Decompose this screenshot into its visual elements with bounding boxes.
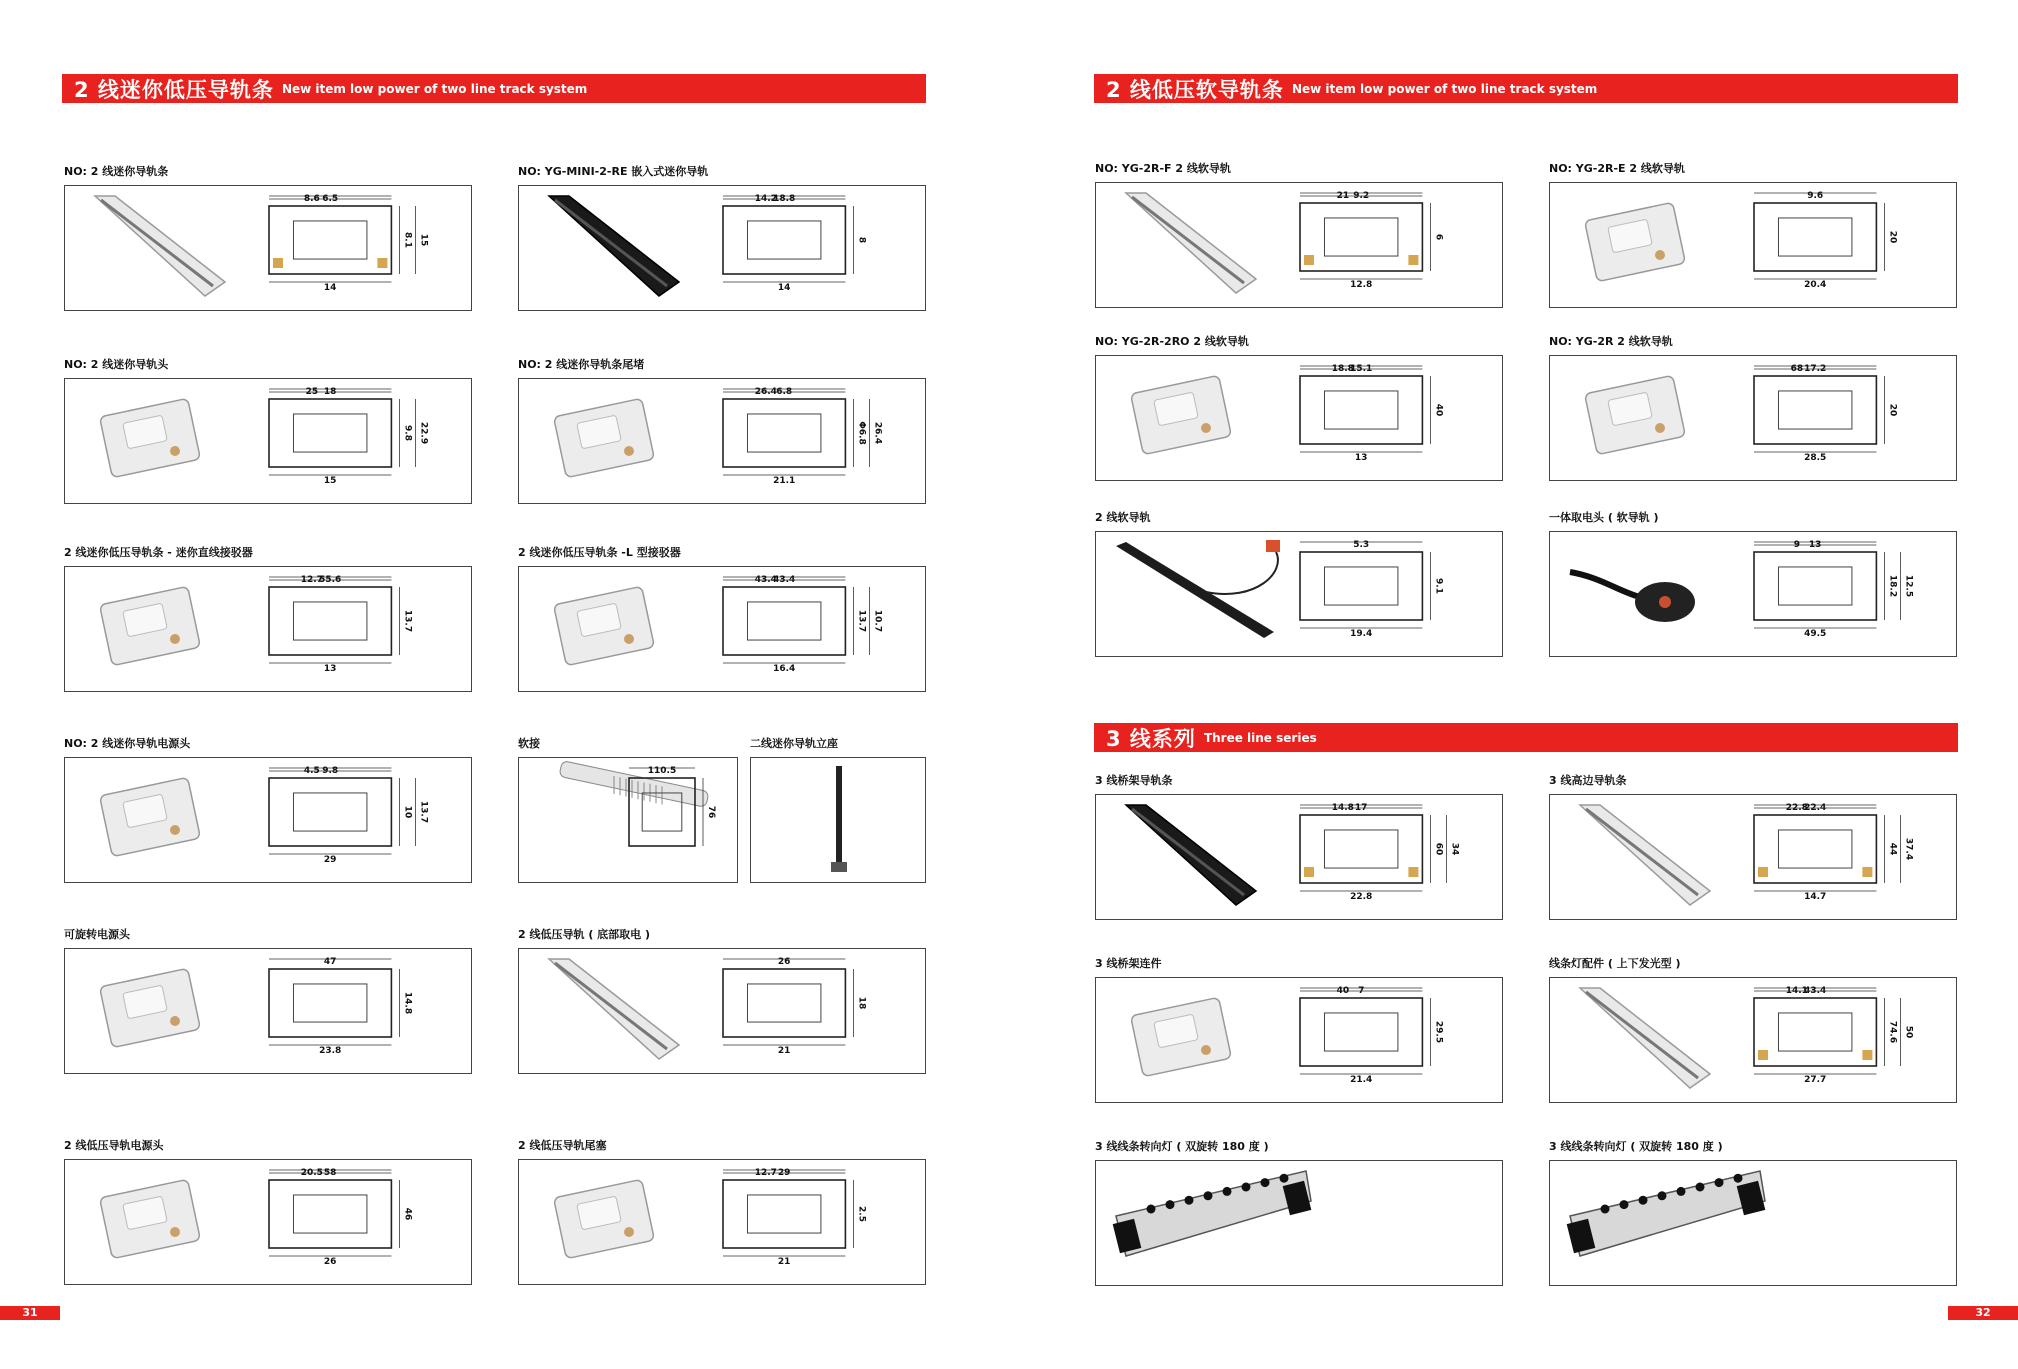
technical-drawing bbox=[269, 957, 412, 1056]
dimension-label: 14 bbox=[323, 283, 337, 293]
product-photo bbox=[1580, 988, 1710, 1088]
product-photo bbox=[554, 398, 655, 477]
dimension-label: 40 bbox=[1336, 986, 1350, 996]
product-label: 2 线迷你低压导轨条 -L 型接驳器 bbox=[518, 546, 681, 559]
technical-drawing bbox=[1300, 986, 1443, 1085]
dimension-label: 18.8 bbox=[1331, 364, 1354, 374]
product-card bbox=[64, 378, 472, 504]
dimension-label: 22.9 bbox=[418, 421, 429, 445]
dimension-label: 21 bbox=[1336, 191, 1350, 201]
technical-drawing bbox=[1300, 191, 1443, 290]
product-card bbox=[1549, 531, 1957, 657]
dimension-label: 13.7 bbox=[402, 609, 413, 633]
dimension-label: 8.1 bbox=[402, 232, 413, 248]
product-label: 3 线线条转向灯 ( 双旋转 180 度 ) bbox=[1549, 1140, 1723, 1153]
product-photo bbox=[100, 586, 201, 665]
product-card bbox=[64, 185, 472, 311]
dimension-label: 21.4 bbox=[1350, 1075, 1373, 1085]
dimension-label: 14.1 bbox=[1785, 986, 1808, 996]
dimension-label: 13.7 bbox=[856, 609, 867, 633]
technical-drawing bbox=[1754, 540, 1913, 639]
dimension-label: 19.4 bbox=[1350, 629, 1373, 639]
product-card bbox=[518, 566, 926, 692]
product-label: 软接 bbox=[518, 737, 540, 750]
dimension-label: 12.8 bbox=[1350, 280, 1373, 290]
technical-drawing bbox=[723, 1168, 866, 1267]
technical-drawing bbox=[629, 766, 716, 846]
dimension-label: 43.4 bbox=[754, 575, 777, 585]
dimension-label: 18.8 bbox=[773, 194, 796, 204]
dimension-label: 27.7 bbox=[1804, 1075, 1827, 1085]
banner-title-en: Three line series bbox=[1203, 730, 1317, 745]
dimension-label: 8.6 bbox=[303, 194, 320, 204]
dimension-label: 9.8 bbox=[402, 425, 413, 441]
product-photo bbox=[1126, 805, 1256, 905]
product-card bbox=[64, 566, 472, 692]
product-photo bbox=[1116, 540, 1280, 638]
product-photo bbox=[100, 1179, 201, 1258]
product-photo bbox=[554, 1179, 655, 1258]
dimension-label: 6.5 bbox=[322, 194, 339, 204]
product-photo bbox=[549, 196, 679, 296]
dimension-label: 16.4 bbox=[773, 664, 796, 674]
product-label: NO: YG-2R 2 线软导轨 bbox=[1549, 335, 1673, 348]
product-card bbox=[1549, 977, 1957, 1103]
dimension-label: 21 bbox=[777, 1046, 791, 1056]
technical-drawing bbox=[1300, 803, 1459, 902]
product-card bbox=[518, 378, 926, 504]
dimension-label: 68 bbox=[1790, 364, 1804, 374]
dimension-label: 8 bbox=[856, 236, 867, 244]
dimension-label: 6 bbox=[1433, 233, 1444, 241]
technical-drawing bbox=[1754, 986, 1913, 1085]
dimension-label: 40 bbox=[1433, 403, 1444, 417]
dimension-label: 25 bbox=[305, 387, 319, 397]
dimension-label: 20.5 bbox=[300, 1168, 323, 1178]
dimension-label: 12.7 bbox=[300, 575, 323, 585]
dimension-label: 55.6 bbox=[319, 575, 342, 585]
product-card bbox=[1549, 182, 1957, 308]
product-label: NO: YG-2R-E 2 线软导轨 bbox=[1549, 162, 1685, 175]
dimension-label: 20 bbox=[1887, 403, 1898, 417]
product-card bbox=[1095, 1160, 1503, 1286]
dimension-label: 29 bbox=[323, 855, 337, 865]
technical-drawing bbox=[723, 957, 866, 1056]
product-card bbox=[64, 757, 472, 883]
dimension-label: 6.8 bbox=[776, 387, 793, 397]
banner-title-zh: 2 线低压软导轨条 bbox=[1106, 77, 1284, 102]
dimension-label: 47 bbox=[323, 957, 337, 967]
product-label: 线条灯配件 ( 上下发光型 ) bbox=[1549, 957, 1681, 970]
product-photo bbox=[1580, 805, 1710, 905]
dimension-label: 20 bbox=[1887, 230, 1898, 244]
dimension-label: 26.4 bbox=[754, 387, 777, 397]
product-label: 2 线低压导轨尾塞 bbox=[518, 1139, 607, 1152]
product-label: NO: YG-2R-F 2 线软导轨 bbox=[1095, 162, 1231, 175]
dimension-label: 29 bbox=[777, 1168, 791, 1178]
dimension-label: 22.4 bbox=[1804, 803, 1827, 813]
dimension-label: 13 bbox=[1354, 453, 1368, 463]
dimension-label: 43.4 bbox=[773, 575, 796, 585]
technical-drawing bbox=[269, 194, 428, 293]
dimension-label: 18.2 bbox=[1887, 574, 1898, 598]
product-photo bbox=[1126, 193, 1256, 293]
dimension-label: 12.7 bbox=[754, 1168, 777, 1178]
technical-drawing bbox=[1754, 364, 1897, 463]
product-photo bbox=[1131, 997, 1232, 1076]
banner-title-en: New item low power of two line track system bbox=[1291, 81, 1598, 96]
technical-drawing bbox=[269, 1168, 412, 1267]
product-card bbox=[1095, 794, 1503, 920]
product-card bbox=[518, 757, 738, 883]
dimension-label: 9.2 bbox=[1353, 191, 1370, 201]
technical-drawing bbox=[269, 575, 412, 674]
dimension-label: 9 bbox=[1793, 540, 1800, 550]
product-card bbox=[64, 948, 472, 1074]
product-label: 一体取电头 ( 软导轨 ) bbox=[1549, 511, 1659, 524]
dimension-label: 110.5 bbox=[647, 766, 677, 776]
dimension-label: 18 bbox=[856, 996, 867, 1010]
product-photo bbox=[100, 398, 201, 477]
dimension-label: 26.4 bbox=[872, 421, 883, 445]
dimension-label: 14.7 bbox=[1804, 892, 1827, 902]
dimension-label: 26 bbox=[777, 957, 791, 967]
dimension-label: 12.5 bbox=[1903, 574, 1914, 598]
dimension-label: 5.3 bbox=[1353, 540, 1370, 550]
dimension-label: 9.8 bbox=[322, 766, 339, 776]
dimension-label: 14.8 bbox=[402, 991, 413, 1015]
dimension-label: 74.6 bbox=[1887, 1020, 1898, 1044]
dimension-label: 14 bbox=[777, 283, 791, 293]
product-label: NO: 2 线迷你导轨条尾堵 bbox=[518, 358, 645, 371]
dimension-label: 14.2 bbox=[754, 194, 777, 204]
product-label: 2 线低压导轨电源头 bbox=[64, 1139, 164, 1152]
product-label: 可旋转电源头 bbox=[64, 928, 130, 941]
product-label: 3 线桥架连件 bbox=[1095, 957, 1162, 970]
technical-drawing bbox=[1754, 803, 1913, 902]
product-label: NO: 2 线迷你导轨条 bbox=[64, 165, 169, 178]
product-photo bbox=[831, 766, 847, 872]
section-banner-three-line bbox=[1094, 723, 1958, 752]
product-label: 二线迷你导轨立座 bbox=[750, 737, 838, 750]
dimension-label: 44 bbox=[1887, 842, 1898, 856]
dimension-label: 15.1 bbox=[1350, 364, 1373, 374]
dimension-label: 58 bbox=[323, 1168, 337, 1178]
product-photo bbox=[1567, 1171, 1766, 1256]
product-label: NO: 2 线迷你导轨电源头 bbox=[64, 737, 191, 750]
product-card bbox=[1095, 355, 1503, 481]
product-card bbox=[1549, 794, 1957, 920]
page-number-right: 32 bbox=[1948, 1306, 2018, 1320]
dimension-label: 22.8 bbox=[1350, 892, 1373, 902]
dimension-label: 76 bbox=[706, 805, 716, 819]
product-photo bbox=[1131, 375, 1232, 454]
dimension-label: 21.1 bbox=[773, 476, 796, 486]
section-banner-left bbox=[62, 74, 926, 103]
product-card bbox=[64, 1159, 472, 1285]
dimension-label: 4.5 bbox=[303, 766, 320, 776]
dimension-label: 10 bbox=[402, 805, 413, 819]
product-photo bbox=[1585, 202, 1686, 281]
dimension-label: 2.5 bbox=[856, 1206, 867, 1222]
dimension-label: 46 bbox=[402, 1207, 413, 1221]
dimension-label: 7 bbox=[1358, 986, 1365, 996]
dimension-label: 50 bbox=[1903, 1025, 1914, 1039]
page-number-left: 31 bbox=[0, 1306, 60, 1320]
banner-title-en: New item low power of two line track system bbox=[281, 81, 588, 96]
dimension-label: 9.1 bbox=[1433, 578, 1444, 594]
dimension-label: 15 bbox=[418, 233, 429, 247]
dimension-label: 34 bbox=[1449, 842, 1460, 856]
dimension-label: 26 bbox=[323, 1257, 337, 1267]
dimension-label: 18 bbox=[323, 387, 337, 397]
dimension-label: 10.7 bbox=[872, 609, 883, 633]
product-photo bbox=[100, 777, 201, 856]
dimension-label: Φ6.8 bbox=[856, 421, 867, 445]
dimension-label: 14.8 bbox=[1331, 803, 1354, 813]
dimension-label: 23.8 bbox=[319, 1046, 342, 1056]
technical-drawing bbox=[723, 387, 882, 486]
product-label: NO: YG-2R-2RO 2 线软导轨 bbox=[1095, 335, 1249, 348]
product-label: 2 线低压导轨 ( 底部取电 ) bbox=[518, 928, 651, 941]
product-card bbox=[750, 757, 926, 883]
dimension-label: 29.5 bbox=[1433, 1020, 1444, 1044]
product-card bbox=[1095, 977, 1503, 1103]
technical-drawing bbox=[723, 575, 882, 674]
product-label: NO: YG-MINI-2-RE 嵌入式迷你导轨 bbox=[518, 165, 709, 178]
dimension-label: 13 bbox=[323, 664, 337, 674]
product-label: 3 线线条转向灯 ( 双旋转 180 度 ) bbox=[1095, 1140, 1269, 1153]
product-photo bbox=[1113, 1171, 1312, 1256]
dimension-label: 43.4 bbox=[1804, 986, 1827, 996]
dimension-label: 21 bbox=[777, 1257, 791, 1267]
dimension-label: 37.4 bbox=[1903, 837, 1914, 861]
product-photo bbox=[549, 959, 679, 1059]
product-photo bbox=[1570, 572, 1695, 622]
technical-drawing bbox=[269, 766, 428, 865]
product-label: 2 线迷你低压导轨条 - 迷你直线接驳器 bbox=[64, 546, 253, 559]
product-photo bbox=[100, 968, 201, 1047]
technical-drawing bbox=[1754, 191, 1897, 290]
banner-title-zh: 2 线迷你低压导轨条 bbox=[74, 77, 274, 102]
product-card bbox=[1549, 1160, 1957, 1286]
product-card bbox=[518, 185, 926, 311]
dimension-label: 15 bbox=[323, 476, 337, 486]
dimension-label: 28.5 bbox=[1804, 453, 1827, 463]
dimension-label: 13 bbox=[1808, 540, 1822, 550]
product-card bbox=[518, 1159, 926, 1285]
dimension-label: 49.5 bbox=[1804, 629, 1827, 639]
dimension-label: 9.6 bbox=[1807, 191, 1824, 201]
dimension-label: 22.8 bbox=[1785, 803, 1808, 813]
dimension-label: 13.7 bbox=[418, 800, 429, 824]
product-photo bbox=[95, 196, 225, 296]
technical-drawing bbox=[1300, 540, 1443, 639]
product-card bbox=[1095, 182, 1503, 308]
dimension-label: 60 bbox=[1433, 842, 1444, 856]
product-card bbox=[1095, 531, 1503, 657]
dimension-label: 17 bbox=[1354, 803, 1368, 813]
product-label: 2 线软导轨 bbox=[1095, 511, 1151, 524]
product-photo bbox=[1585, 375, 1686, 454]
technical-drawing bbox=[269, 387, 428, 486]
dimension-label: 17.2 bbox=[1804, 364, 1827, 374]
technical-drawing bbox=[723, 194, 866, 293]
product-photo bbox=[554, 586, 655, 665]
banner-title-zh: 3 线系列 bbox=[1106, 726, 1196, 751]
product-card bbox=[1549, 355, 1957, 481]
technical-drawing bbox=[1300, 364, 1443, 463]
section-banner-right bbox=[1094, 74, 1958, 103]
product-label: 3 线高边导轨条 bbox=[1549, 774, 1627, 787]
product-card bbox=[518, 948, 926, 1074]
product-label: NO: 2 线迷你导轨头 bbox=[64, 358, 169, 371]
product-label: 3 线桥架导轨条 bbox=[1095, 774, 1173, 787]
dimension-label: 20.4 bbox=[1804, 280, 1827, 290]
